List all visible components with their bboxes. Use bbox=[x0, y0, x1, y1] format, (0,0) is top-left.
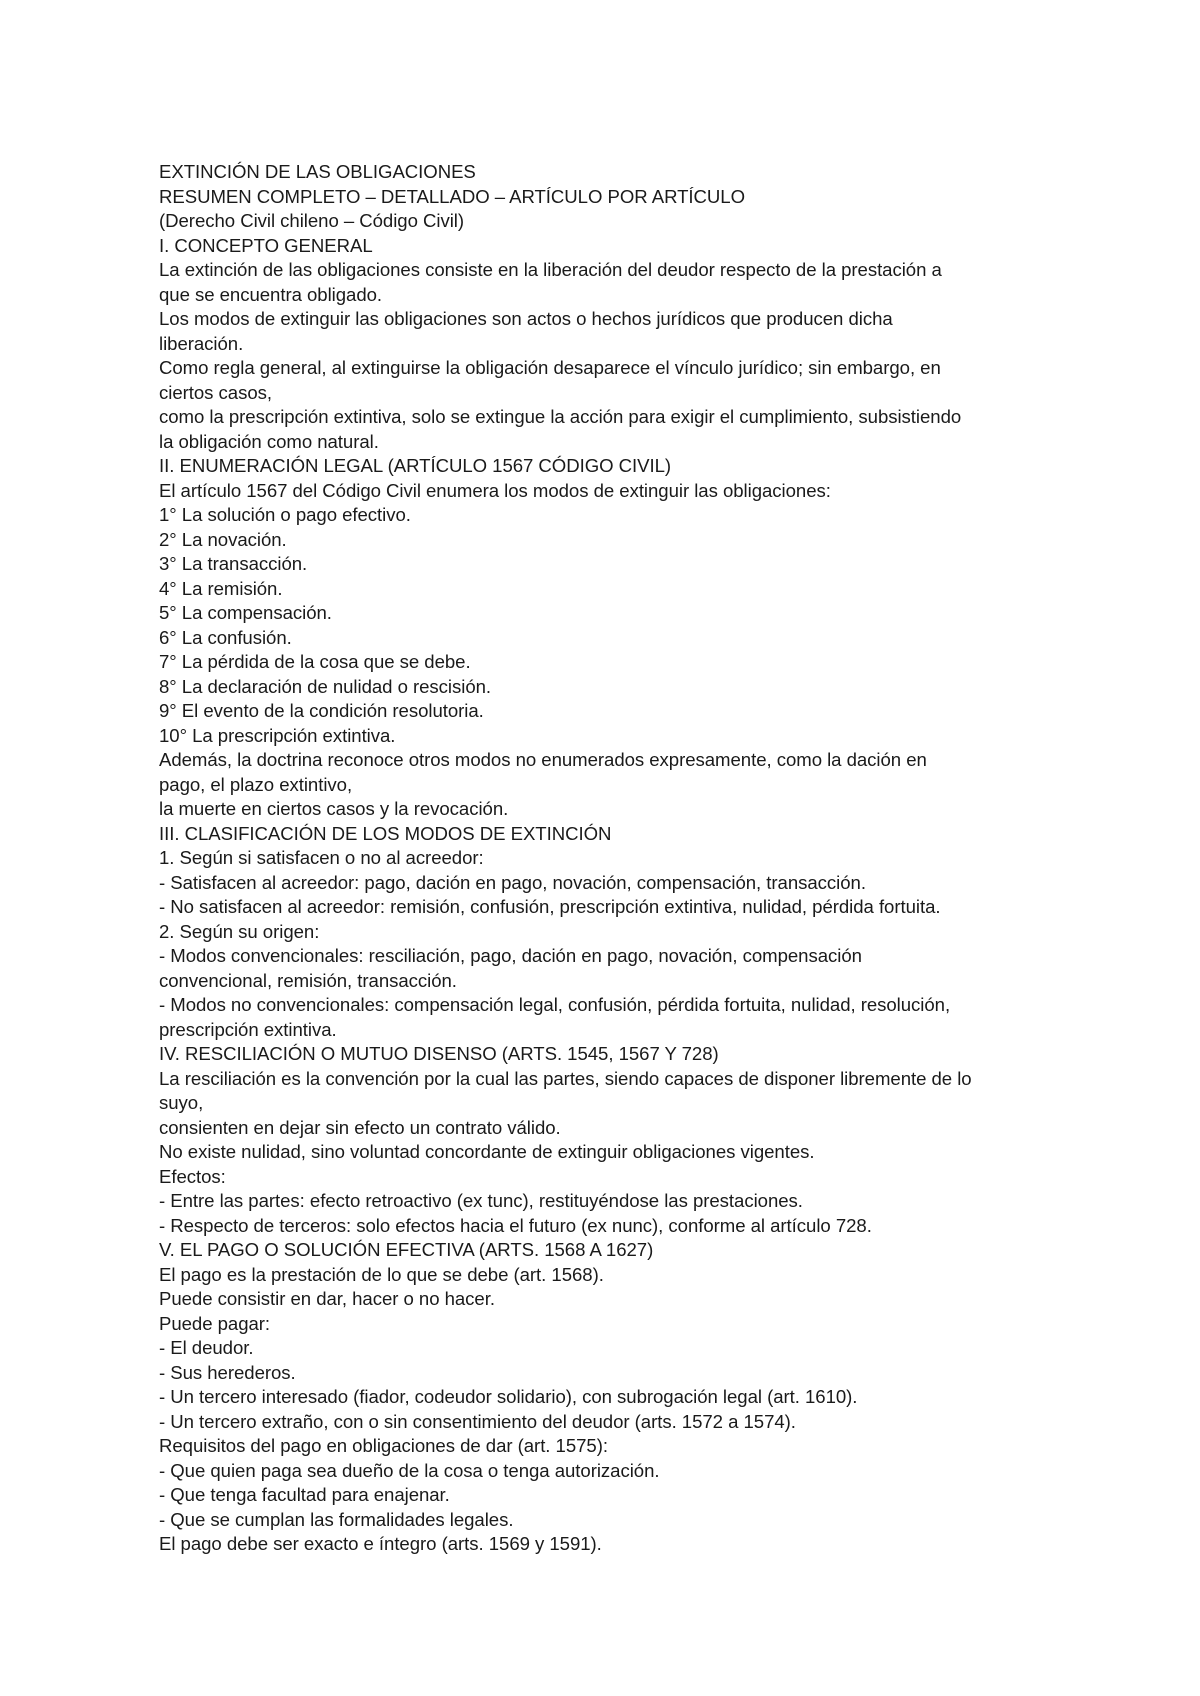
text-line: El pago es la prestación de lo que se debe (art. 1568). bbox=[159, 1263, 604, 1285]
text-line: No existe nulidad, sino voluntad concordante de extinguir obligaciones vigentes. bbox=[159, 1141, 815, 1162]
text-line: consienten en dejar sin efecto un contrato válido. bbox=[159, 1116, 561, 1138]
text-line: pago, el plazo extintivo, bbox=[159, 773, 353, 795]
text-line: la muerte en ciertos casos y la revocación. bbox=[159, 798, 509, 819]
text-line: - Respecto de terceros: solo efectos hacia el futuro (ex nunc), conforme al artículo 728. bbox=[159, 1214, 872, 1236]
text-line: IV. RESCILIACIÓN O MUTUO DISENSO (ARTS. 1545, 1567 Y 728) bbox=[159, 1043, 719, 1064]
text-line: como la prescripción extintiva, solo se extingue la acción para exigir el cumplimiento, subsistiendo bbox=[159, 406, 962, 427]
text-line: - Modos no convencionales: compensación legal, confusión, pérdida fortuita, nulidad, resolución, bbox=[159, 994, 951, 1015]
text-line: V. EL PAGO O SOLUCIÓN EFECTIVA (ARTS. 1568 A 1627) bbox=[159, 1239, 654, 1260]
text-line: 4° La remisión. bbox=[159, 577, 283, 599]
text-line: El pago debe ser exacto e íntegro (arts. 1569 y 1591). bbox=[159, 1533, 602, 1554]
text-line: - Un tercero extraño, con o sin consentimiento del deudor (arts. 1572 a 1574). bbox=[159, 1410, 796, 1432]
text-line: - Sus herederos. bbox=[159, 1361, 296, 1383]
text-line: - Que tenga facultad para enajenar. bbox=[159, 1484, 450, 1505]
text-line: Puede consistir en dar, hacer o no hacer. bbox=[159, 1288, 495, 1309]
text-line: RESUMEN COMPLETO – DETALLADO – ARTÍCULO POR ARTÍCULO bbox=[159, 185, 746, 207]
text-line: - Un tercero interesado (fiador, codeudor solidario), con subrogación legal (art. 1610). bbox=[159, 1386, 858, 1407]
text-line: EXTINCIÓN DE LAS OBLIGACIONES bbox=[159, 161, 476, 182]
text-line: la obligación como natural. bbox=[159, 430, 379, 452]
text-line: 2° La novación. bbox=[159, 528, 287, 550]
text-line: 2. Según su origen: bbox=[159, 920, 320, 942]
text-line: I. CONCEPTO GENERAL bbox=[159, 234, 373, 256]
text-line: 9° El evento de la condición resolutoria. bbox=[159, 700, 484, 721]
text-line: que se encuentra obligado. bbox=[159, 283, 383, 305]
text-line: - El deudor. bbox=[159, 1337, 254, 1358]
text-line: prescripción extintiva. bbox=[159, 1018, 337, 1040]
text-line: convencional, remisión, transacción. bbox=[159, 969, 457, 991]
text-line: Como regla general, al extinguirse la obligación desaparece el vínculo jurídico; sin embargo, en bbox=[159, 357, 941, 378]
text-line: Requisitos del pago en obligaciones de dar (art. 1575): bbox=[159, 1435, 608, 1456]
text-line: 3° La transacción. bbox=[159, 553, 308, 574]
text-line: 1. Según si satisfacen o no al acreedor: bbox=[159, 847, 484, 868]
text-line: suyo, bbox=[159, 1092, 204, 1113]
document-body bbox=[159, 160, 1059, 1557]
text-line: - Que se cumplan las formalidades legales. bbox=[159, 1508, 514, 1530]
text-line: - No satisfacen al acreedor: remisión, confusión, prescripción extintiva, nulidad, pérdida fortuita. bbox=[159, 896, 941, 917]
text-line: Efectos: bbox=[159, 1165, 226, 1187]
text-line: - Modos convencionales: resciliación, pago, dación en pago, novación, compensación bbox=[159, 945, 862, 966]
text-line: ciertos casos, bbox=[159, 381, 272, 403]
text-line: 10° La prescripción extintiva. bbox=[159, 724, 396, 746]
text-line: El artículo 1567 del Código Civil enumera los modos de extinguir las obligaciones: bbox=[159, 479, 831, 501]
text-line: 5° La compensación. bbox=[159, 602, 332, 623]
text-line: 7° La pérdida de la cosa que se debe. bbox=[159, 651, 471, 672]
text-line: La resciliación es la convención por la cual las partes, siendo capaces de disponer libremente de lo bbox=[159, 1067, 972, 1089]
text-line: - Satisfacen al acreedor: pago, dación en pago, novación, compensación, transacción. bbox=[159, 871, 866, 893]
text-line: liberación. bbox=[159, 332, 244, 354]
text-line: - Entre las partes: efecto retroactivo (ex tunc), restituyéndose las prestaciones. bbox=[159, 1190, 803, 1211]
text-line: La extinción de las obligaciones consiste en la liberación del deudor respecto de la prestación a bbox=[159, 259, 942, 280]
text-line: II. ENUMERACIÓN LEGAL (ARTÍCULO 1567 CÓDIGO CIVIL) bbox=[159, 455, 672, 476]
text-line: 1° La solución o pago efectivo. bbox=[159, 504, 411, 525]
text-line: Los modos de extinguir las obligaciones son actos o hechos jurídicos que producen dicha bbox=[159, 308, 893, 329]
text-line: Además, la doctrina reconoce otros modos no enumerados expresamente, como la dación en bbox=[159, 749, 927, 770]
text-line: (Derecho Civil chileno – Código Civil) bbox=[159, 210, 465, 231]
text-line: 6° La confusión. bbox=[159, 626, 292, 648]
text-line: 8° La declaración de nulidad o rescisión. bbox=[159, 675, 492, 697]
text-line: III. CLASIFICACIÓN DE LOS MODOS DE EXTINCIÓN bbox=[159, 822, 612, 844]
text-line: Puede pagar: bbox=[159, 1312, 271, 1334]
text-line: - Que quien paga sea dueño de la cosa o tenga autorización. bbox=[159, 1459, 660, 1481]
